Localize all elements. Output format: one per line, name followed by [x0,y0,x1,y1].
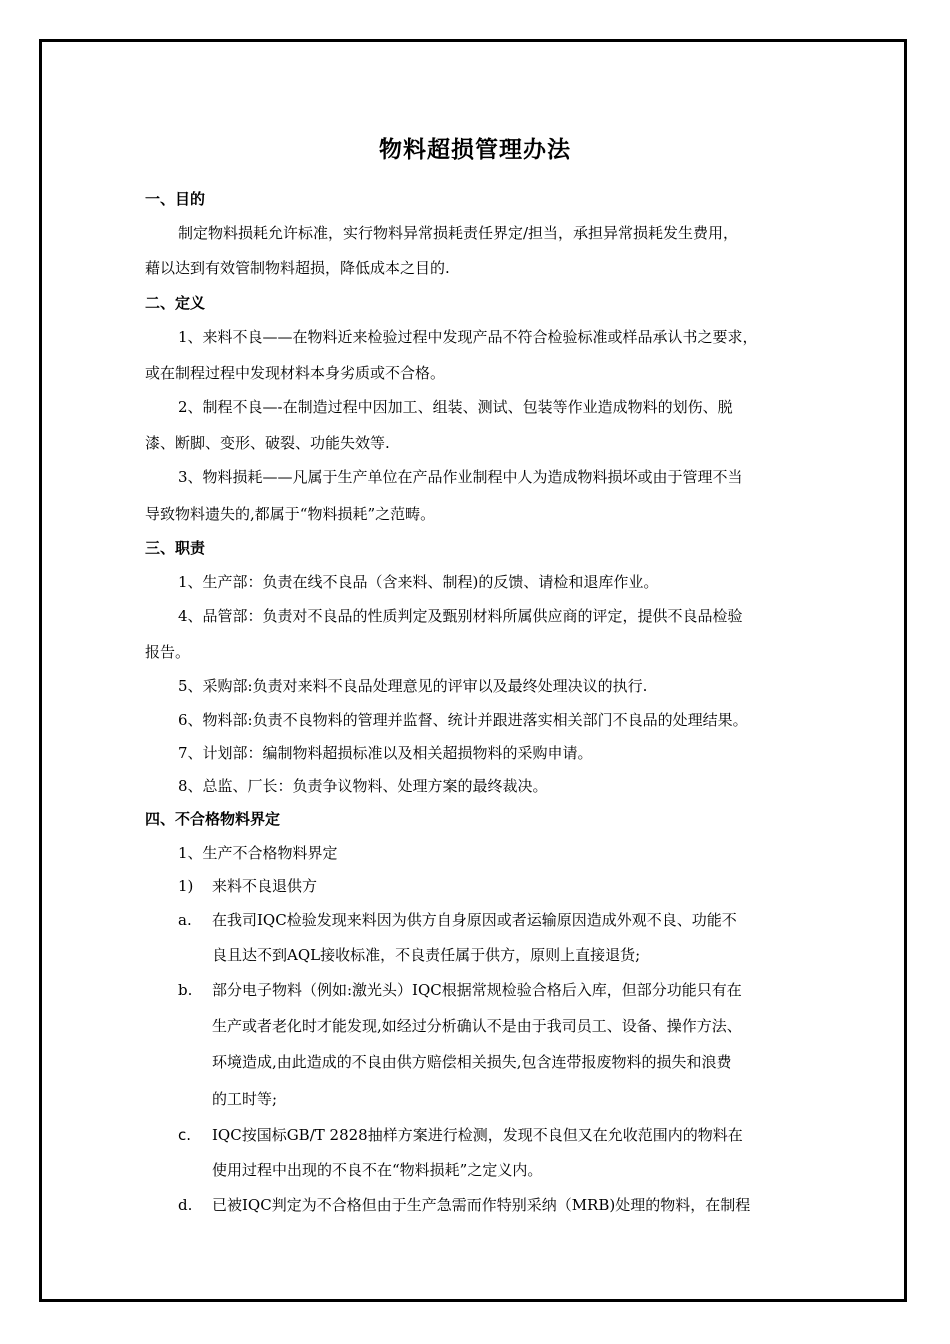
subsection-heading: 1、生产不合格物料界定 [178,844,338,862]
paragraph-line: 制定物料损耗允许标准，实行物料异常损耗责任界定/担当，承担异常损耗发生费用， [178,224,739,242]
list-item: 部分电子物料（例如:激光头）IQC根据常规检验合格后入库，但部分功能只有在 [212,981,742,999]
paragraph-line: 导致物料遗失的,都属于“物料损耗”之范畴。 [145,505,436,523]
paragraph-line: 4、品管部：负责对不良品的性质判定及甄别材料所属供应商的评定，提供不良品检验 [178,607,743,625]
section-heading-definitions: 二、定义 [145,294,206,312]
list-item: 在我司IQC检验发现来料因为供方自身原因或者运输原因造成外观不良、功能不 [212,911,737,929]
paragraph-line: 藉以达到有效管制物料超损，降低成本之目的. [145,259,450,277]
list-marker: d. [178,1196,193,1214]
paragraph-line: 3、物料损耗——凡属于生产单位在产品作业制程中人为造成物料损坏或由于管理不当 [178,468,743,486]
paragraph-line: 1、来料不良——在物料近来检验过程中发现产品不符合检验标准或样品承认书之要求， [178,328,758,346]
list-marker: b. [178,981,193,999]
paragraph-line: 1、生产部：负责在线不良品（含来料、制程)的反馈、请检和退库作业。 [178,573,659,591]
document-title: 物料超损管理办法 [379,137,571,163]
list-item: 来料不良退供方 [212,877,318,895]
list-item-continuation: 使用过程中出现的不良不在“物料损耗”之定义内。 [212,1161,543,1179]
list-item-continuation: 良且达不到AQL接收标准，不良责任属于供方，原则上直接退货; [212,946,641,964]
list-item-continuation: 生产或者老化时才能发现,如经过分析确认不是由于我司员工、设备、操作方法、 [212,1017,742,1035]
list-item: IQC按国标GB/T 2828抽样方案进行检测，发现不良但又在允收范围内的物料在 [212,1126,743,1144]
paragraph-line: 报告。 [145,643,191,661]
paragraph-line: 或在制程过程中发现材料本身劣质或不合格。 [145,364,446,382]
paragraph-line: 2、制程不良—-在制造过程中因加工、组装、测试、包装等作业造成物料的划伤、脱 [178,398,733,416]
section-heading-nonconforming: 四、不合格物料界定 [145,810,281,828]
section-heading-purpose: 一、目的 [145,190,206,208]
list-marker: c. [178,1126,192,1144]
paragraph-line: 7、计划部：编制物料超损标准以及相关超损物料的采购申请。 [178,744,593,762]
paragraph-line: 6、物料部:负责不良物料的管理并监督、统计并跟进落实相关部门不良品的处理结果。 [178,711,748,729]
paragraph-line: 8、总监、厂长：负责争议物料、处理方案的最终裁决。 [178,777,548,795]
list-marker: 1) [178,877,194,895]
list-item-continuation: 环境造成,由此造成的不良由供方赔偿相关损失,包含连带报废物料的损失和浪费 [212,1053,732,1071]
paragraph-line: 5、采购部:负责对来料不良品处理意见的评审以及最终处理决议的执行. [178,677,648,695]
paragraph-line: 漆、断脚、变形、破裂、功能失效等. [145,434,390,452]
section-heading-responsibilities: 三、职责 [145,539,206,557]
list-item-continuation: 的工时等; [212,1090,278,1108]
list-marker: a. [178,911,192,929]
list-item: 已被IQC判定为不合格但由于生产急需而作特别采纳（MRB)处理的物料，在制程 [212,1196,751,1214]
